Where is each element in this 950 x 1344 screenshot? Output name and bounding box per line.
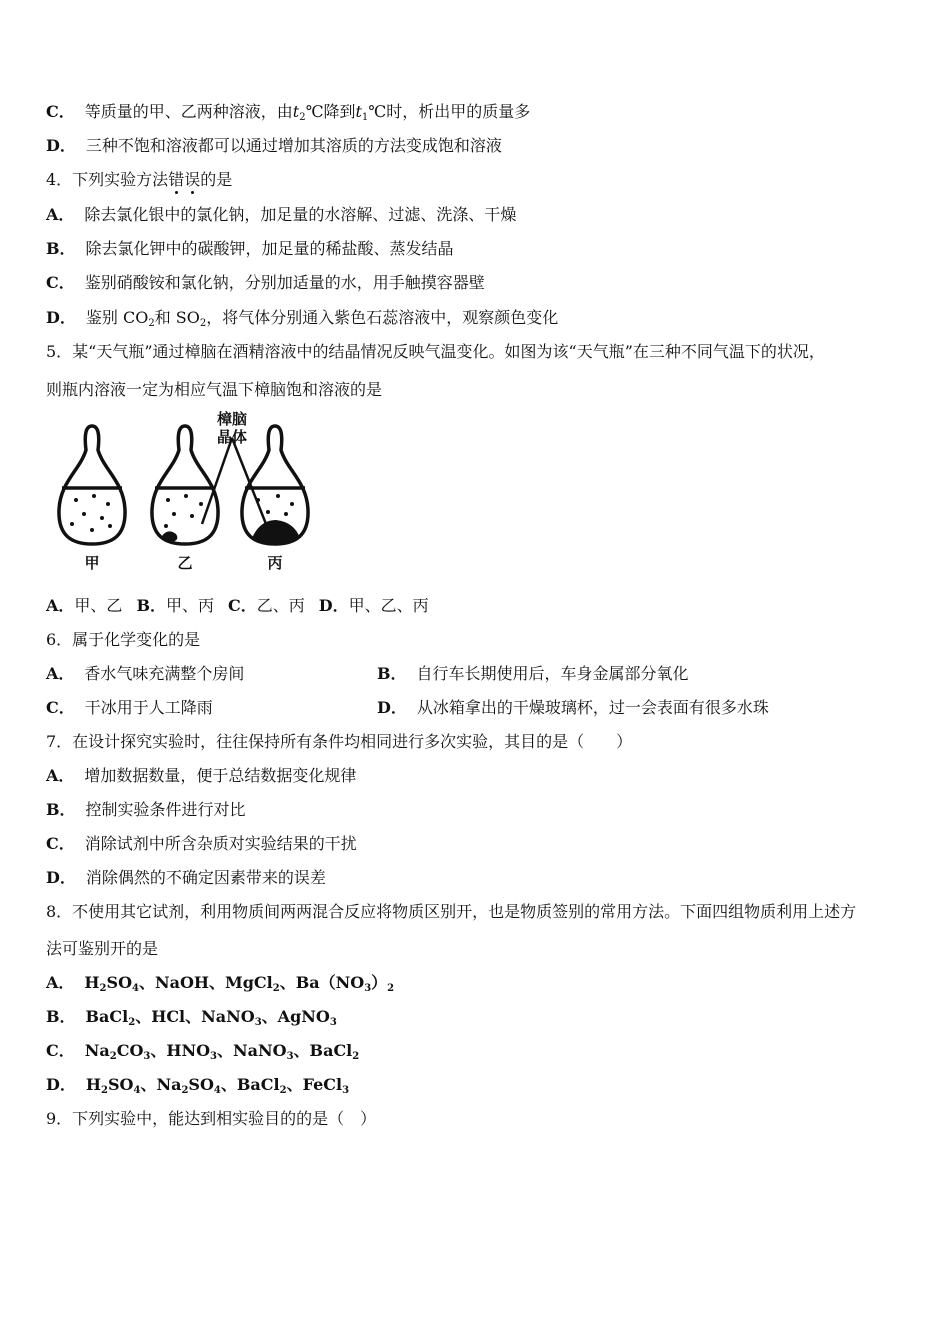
q8-stem-line1: 8．不使用其它试剂，利用物质间两两混合反应将物质区别开，也是物质签别的常用方法。下面四组物质利用上述方 [46, 902, 857, 921]
q6-option-a: A． 香水气味充满整个房间 [46, 664, 245, 683]
q3-option-c: C． 等质量的甲、乙两种溶液，由$t_2℃$降到$t_1℃$时，析出甲的质量多 [46, 102, 531, 123]
q4-option-d: D． 鉴别 $CO_2$和 $SO_2$，将气体分别通入紫色石蕊溶液中，观察颜色变化 [46, 308, 559, 329]
weather-bottle-figure [46, 404, 326, 580]
flask-label-jia: 甲 [84, 554, 100, 572]
q4-option-b: B． 除去氯化钾中的碳酸钾，加足量的稀盐酸、蒸发结晶 [46, 239, 454, 258]
q6-option-c: C． 干冰用于人工降雨 [46, 698, 213, 717]
q8-option-a: A． $H_2SO_4$、NaOH、MgCl$_2$、$Ba(NO_3)_2$ [46, 973, 395, 994]
flask-label-bing: 丙 [267, 554, 283, 572]
q5-stem-line2: 则瓶内溶液一定为相应气温下樟脑饱和溶液的是 [46, 380, 383, 399]
q8-option-c: C． $Na_2CO_3$、$HNO_3$、NaNO$_3$、BaCl$_2$ [46, 1041, 360, 1062]
q7-option-d: D． 消除偶然的不确定因素带来的误差 [46, 868, 326, 887]
q7-option-a: A． 增加数据数量，便于总结数据变化规律 [46, 766, 357, 785]
q9-stem: 9．下列实验中，能达到相实验目的的是（ ） [46, 1109, 377, 1128]
q4-option-a: A． 除去氯化银中的氯化钠，加足量的水溶解、过滤、洗涤、干燥 [46, 205, 517, 224]
q4-stem: 4．下列实验方法错误的是 [46, 170, 233, 189]
q5-stem-line1: 5．某“天气瓶”通过樟脑在酒精溶液中的结晶情况反映气温变化。如图为该“天气瓶”在三种不同气温下的状况， [46, 342, 825, 361]
pointer-line [202, 438, 266, 524]
particles-yi [162, 494, 203, 542]
crystal-label-1: 樟脑 [216, 410, 248, 428]
particles-bing [252, 494, 300, 544]
particles-jia [70, 494, 112, 532]
q7-option-c: C． 消除试剂中所含杂质对实验结果的干扰 [46, 834, 357, 853]
flask-jia [59, 426, 125, 544]
q6-stem: 6．属于化学变化的是 [46, 630, 201, 649]
q8-option-b: B． BaCl$_2$、HCl、NaNO$_3$、AgNO$_3$ [46, 1007, 337, 1028]
flask-yi [152, 426, 218, 544]
q6-option-d: D． 从冰箱拿出的干燥玻璃杯，过一会表面有很多水珠 [377, 698, 769, 717]
flask-label-yi: 乙 [177, 554, 193, 572]
q8-stem-line2: 法可鉴别开的是 [46, 939, 159, 958]
q6-option-b: B． 自行车长期使用后，车身金属部分氧化 [377, 664, 689, 683]
q4-option-c: C． 鉴别硝酸铵和氯化钠，分别加适量的水，用手触摸容器壁 [46, 273, 485, 292]
q8-option-d: D． $H_2SO_4$、$Na_2SO_4$、BaCl$_2$、FeCl$_3$ [46, 1075, 350, 1096]
crystal-label-2: 晶体 [216, 428, 248, 446]
q7-stem: 7．在设计探究实验时，往往保持所有条件均相同进行多次实验，其目的是（ ） [46, 732, 633, 751]
q5-options: A．甲、乙 B．甲、丙 C．乙、丙 D．甲、乙、丙 [46, 596, 429, 615]
q7-option-b: B． 控制实验条件进行对比 [46, 800, 246, 819]
q3-option-d: D． 三种不饱和溶液都可以通过增加其溶质的方法变成饱和溶液 [46, 136, 502, 155]
